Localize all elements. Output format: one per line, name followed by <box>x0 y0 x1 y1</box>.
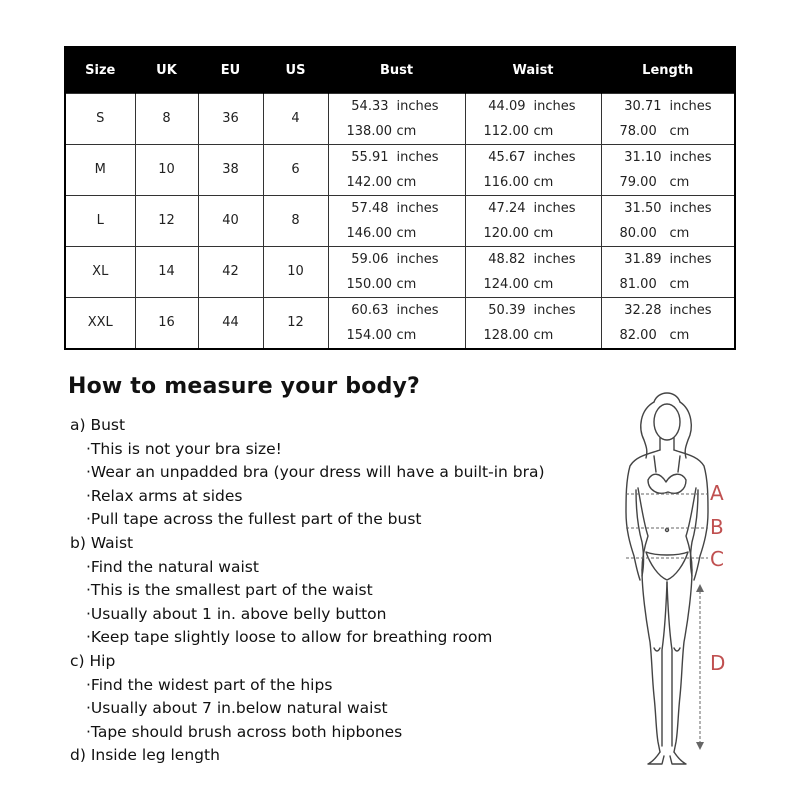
guide-tip: ·This is not your bra size! <box>86 439 282 458</box>
cell-uk <box>135 297 198 349</box>
table-row <box>65 246 735 297</box>
cell-bust <box>328 144 465 195</box>
cell-size <box>65 246 135 297</box>
guide-tip: ·This is the smallest part of the waist <box>86 581 373 600</box>
header-length: Length <box>601 47 735 93</box>
unit-inches: inches <box>396 149 439 165</box>
figure-label-a: A <box>710 481 724 505</box>
cell-us <box>263 297 328 349</box>
value-us: 4 <box>291 111 300 126</box>
value-uk: 14 <box>158 264 175 279</box>
unit-cm: cm <box>533 327 554 343</box>
header-uk: UK <box>135 47 198 93</box>
value-bust-inches: 55.91 <box>351 149 389 165</box>
unit-cm: cm <box>669 276 690 292</box>
table-row <box>65 144 735 195</box>
value-length-cm: 80.00 <box>619 225 657 241</box>
value-uk: 10 <box>158 162 175 177</box>
unit-inches: inches <box>669 251 712 267</box>
value-uk: 12 <box>158 213 175 228</box>
value-length-inches: 31.89 <box>624 251 662 267</box>
guide-section-heading: a) Bust <box>70 416 126 434</box>
value-waist-cm: 124.00 <box>483 276 529 292</box>
cell-length <box>601 246 735 297</box>
unit-inches: inches <box>396 98 439 114</box>
value-waist-cm: 128.00 <box>483 327 529 343</box>
value-us: 6 <box>291 162 300 177</box>
value-length-cm: 79.00 <box>619 174 657 190</box>
unit-inches: inches <box>669 98 712 114</box>
cell-bust <box>328 93 465 144</box>
value-waist-inches: 45.67 <box>488 149 526 165</box>
cell-waist <box>465 93 601 144</box>
unit-cm: cm <box>533 174 554 190</box>
value-uk: 16 <box>158 315 175 330</box>
value-length-cm: 81.00 <box>619 276 657 292</box>
unit-cm: cm <box>669 225 690 241</box>
value-waist-inches: 50.39 <box>488 302 526 318</box>
table-row <box>65 297 735 349</box>
guide-title: How to measure your body? <box>68 374 421 399</box>
cell-length <box>601 297 735 349</box>
value-bust-inches: 60.63 <box>351 302 389 318</box>
value-bust-cm: 146.00 <box>346 225 392 241</box>
guide-tip: ·Wear an unpadded bra (your dress will have a built-in bra) <box>86 463 545 482</box>
value-eu: 40 <box>222 213 239 228</box>
cell-bust <box>328 195 465 246</box>
guide-section-heading: b) Waist <box>70 533 134 552</box>
unit-inches: inches <box>396 251 439 267</box>
cell-size <box>65 297 135 349</box>
cell-size <box>65 144 135 195</box>
cell-waist <box>465 297 601 349</box>
value-waist-inches: 47.24 <box>488 200 526 216</box>
value-uk: 8 <box>162 111 171 126</box>
value-bust-cm: 154.00 <box>346 327 392 343</box>
value-waist-cm: 120.00 <box>483 225 529 241</box>
unit-cm: cm <box>533 225 554 241</box>
guide-tip: ·Pull tape across the fullest part of the bust <box>86 510 422 529</box>
cell-size <box>65 93 135 144</box>
cell-eu <box>198 195 263 246</box>
cell-size <box>65 195 135 246</box>
unit-cm: cm <box>396 123 417 139</box>
unit-inches: inches <box>669 200 712 216</box>
unit-cm: cm <box>533 123 554 139</box>
cell-uk <box>135 195 198 246</box>
measure-guide <box>70 414 590 768</box>
value-bust-inches: 57.48 <box>351 200 389 216</box>
cell-bust <box>328 246 465 297</box>
value-length-inches: 31.10 <box>624 149 662 165</box>
value-bust-cm: 150.00 <box>346 276 392 292</box>
unit-cm: cm <box>669 327 690 343</box>
value-bust-cm: 142.00 <box>346 174 392 190</box>
value-waist-inches: 44.09 <box>488 98 526 114</box>
unit-cm: cm <box>396 225 417 241</box>
cell-eu <box>198 93 263 144</box>
cell-eu <box>198 297 263 349</box>
table-body <box>65 93 735 349</box>
body-figure-illustration <box>596 380 736 780</box>
cell-length <box>601 93 735 144</box>
unit-inches: inches <box>533 98 576 114</box>
header-eu: EU <box>198 47 263 93</box>
value-length-cm: 82.00 <box>619 327 657 343</box>
unit-inches: inches <box>533 302 576 318</box>
header-size: Size <box>65 47 135 93</box>
value-size: XL <box>92 264 109 279</box>
value-waist-inches: 48.82 <box>488 251 526 267</box>
table-row <box>65 195 735 246</box>
value-us: 8 <box>291 213 300 228</box>
guide-tip: ·Usually about 1 in. above belly button <box>86 604 387 623</box>
value-size: M <box>94 162 106 177</box>
value-eu: 44 <box>222 315 239 330</box>
value-bust-inches: 54.33 <box>351 98 389 114</box>
figure-label-c: C <box>710 547 724 571</box>
unit-cm: cm <box>396 327 417 343</box>
unit-cm: cm <box>533 276 554 292</box>
header-us: US <box>263 47 328 93</box>
value-size: L <box>96 213 104 228</box>
guide-tip: ·Find the natural waist <box>86 557 259 576</box>
value-waist-cm: 116.00 <box>483 174 529 190</box>
body-figure-icon <box>596 380 736 780</box>
value-size: S <box>96 111 105 126</box>
cell-waist <box>465 144 601 195</box>
cell-length <box>601 144 735 195</box>
cell-bust <box>328 297 465 349</box>
header-bust: Bust <box>328 47 465 93</box>
guide-section-heading: c) Hip <box>70 651 116 670</box>
value-waist-cm: 112.00 <box>483 123 529 139</box>
value-eu: 38 <box>222 162 239 177</box>
unit-inches: inches <box>533 251 576 267</box>
value-length-inches: 32.28 <box>624 302 662 318</box>
cell-us <box>263 144 328 195</box>
figure-label-d: D <box>710 651 726 675</box>
guide-tip: ·Keep tape slightly loose to allow for breathing room <box>86 628 493 647</box>
value-bust-inches: 59.06 <box>351 251 389 267</box>
size-chart-table <box>64 46 736 350</box>
guide-tip: ·Tape should brush across both hipbones <box>86 722 403 741</box>
value-bust-cm: 138.00 <box>346 123 392 139</box>
guide-section-heading: d) Inside leg length <box>70 746 220 765</box>
cell-uk <box>135 144 198 195</box>
cell-uk <box>135 93 198 144</box>
unit-inches: inches <box>533 149 576 165</box>
cell-waist <box>465 246 601 297</box>
value-length-inches: 31.50 <box>624 200 662 216</box>
value-length-inches: 30.71 <box>624 98 662 114</box>
cell-us <box>263 246 328 297</box>
unit-inches: inches <box>396 200 439 216</box>
unit-cm: cm <box>396 276 417 292</box>
cell-us <box>263 93 328 144</box>
cell-length <box>601 195 735 246</box>
unit-cm: cm <box>669 174 690 190</box>
value-us: 10 <box>287 264 304 279</box>
cell-waist <box>465 195 601 246</box>
value-eu: 36 <box>222 111 239 126</box>
cell-us <box>263 195 328 246</box>
value-length-cm: 78.00 <box>619 123 657 139</box>
figure-label-b: B <box>710 515 724 539</box>
unit-inches: inches <box>533 200 576 216</box>
table-header-row <box>65 47 735 93</box>
cell-uk <box>135 246 198 297</box>
unit-inches: inches <box>669 302 712 318</box>
header-waist: Waist <box>465 47 601 93</box>
guide-tip: ·Find the widest part of the hips <box>86 675 333 694</box>
cell-eu <box>198 246 263 297</box>
unit-inches: inches <box>396 302 439 318</box>
table-row <box>65 93 735 144</box>
unit-inches: inches <box>669 149 712 165</box>
value-eu: 42 <box>222 264 239 279</box>
unit-cm: cm <box>669 123 690 139</box>
value-us: 12 <box>287 315 304 330</box>
cell-eu <box>198 144 263 195</box>
guide-tip: ·Usually about 7 in.below natural waist <box>86 699 388 718</box>
value-size: XXL <box>87 315 113 330</box>
unit-cm: cm <box>396 174 417 190</box>
guide-tip: ·Relax arms at sides <box>86 486 243 505</box>
